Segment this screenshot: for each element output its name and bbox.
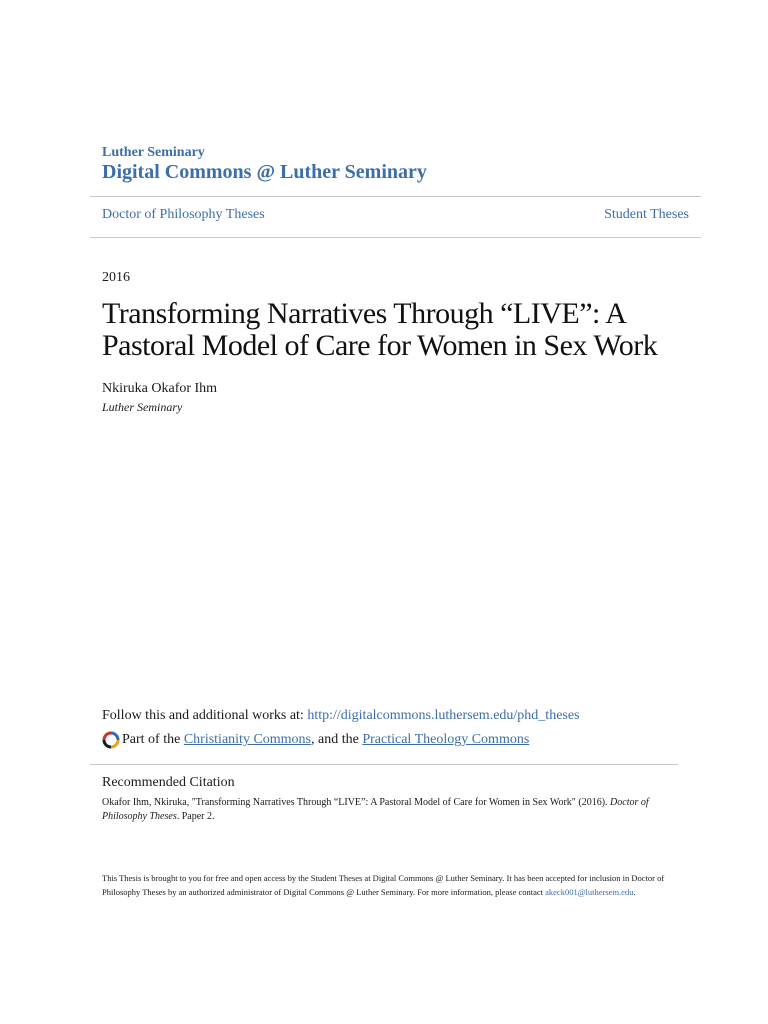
citation-series: Doctor of Philosophy Theses <box>102 797 649 822</box>
citation-text <box>102 796 672 824</box>
part-of-separator: , and the <box>311 732 359 747</box>
part-of-label: Part of the <box>122 732 181 747</box>
publication-year: 2016 <box>102 270 130 285</box>
institution-link[interactable]: Luther Seminary <box>102 145 205 160</box>
follow-label: Follow this and additional works at: <box>102 708 308 723</box>
author-affiliation: Luther Seminary <box>102 400 183 414</box>
access-notice-end: . <box>633 887 636 897</box>
access-notice <box>102 871 677 899</box>
divider <box>90 237 701 238</box>
paper-title: Transforming Narratives Through “LIVE”: A Pastoral Model of Care for Women in Sex Work <box>102 297 658 362</box>
citation-heading: Recommended Citation <box>102 775 235 790</box>
author-name: Nkiruka Okafor Ihm <box>102 381 218 396</box>
part-of-line <box>102 731 529 749</box>
bepress-logo-icon <box>102 731 120 749</box>
follow-url-link[interactable]: http://digitalcommons.luthersem.edu/phd_theses <box>307 708 580 723</box>
collection-link-student-theses[interactable]: Student Theses <box>604 207 689 222</box>
divider <box>90 196 701 197</box>
follow-line <box>102 708 580 724</box>
practical-theology-commons-link[interactable]: Practical Theology Commons <box>362 732 530 747</box>
citation-end: . Paper 2. <box>176 811 215 822</box>
repository-link[interactable]: Digital Commons @ Luther Seminary <box>102 161 427 183</box>
christianity-commons-link[interactable]: Christianity Commons <box>183 732 312 747</box>
collection-link-phd-theses[interactable]: Doctor of Philosophy Theses <box>102 207 265 222</box>
contact-email-link[interactable]: akeck001@luthersem.edu <box>545 887 634 897</box>
divider <box>90 764 678 765</box>
access-notice-text: This Thesis is brought to you for free and open access by the Student Theses at Digital Commons @ Luther Seminary. It has been accepted for inclusion in Doctor of Philosophy Theses by an authorized administrator of Digital Commons @ Luther Seminary. For more information, please contact <box>102 873 665 897</box>
citation-main: Okafor Ihm, Nkiruka, "Transforming Narratives Through “LIVE”: A Pastoral Model of Care for Women in Sex Work" (2016). <box>102 797 611 808</box>
